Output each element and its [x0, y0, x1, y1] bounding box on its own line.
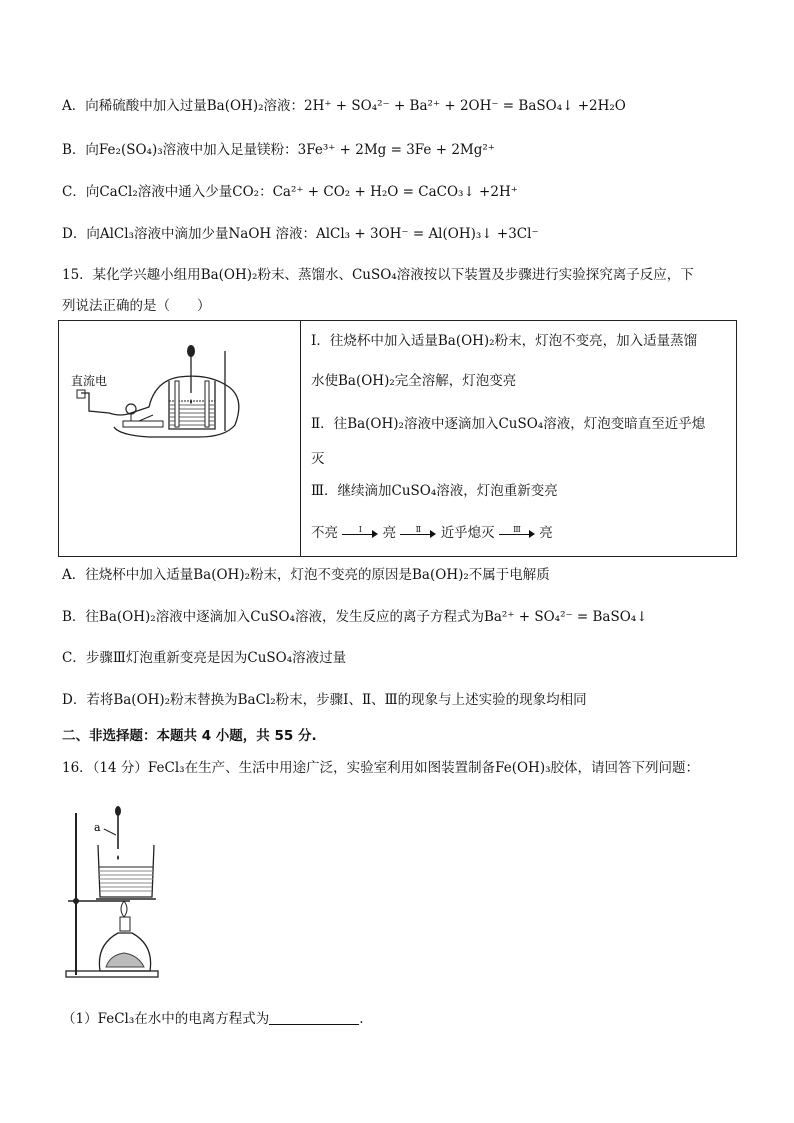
arrow-icon: Ⅰ [342, 528, 378, 540]
conductivity-apparatus-figure [59, 321, 300, 552]
step-2-line2: 灭 [311, 451, 325, 467]
q15-option-d: D．若将Ba(OH)₂粉末替换为BaCl₂粉末，步骤Ⅰ、Ⅱ、Ⅲ的现象与上述实验的现象均相同 [62, 692, 587, 708]
q14-c-equation: Ca²⁺ + CO₂ + H₂O = CaCO₃↓ +2H⁺ [272, 184, 518, 200]
arrow-icon: Ⅱ [400, 528, 436, 540]
q14-option-b: B．向Fe₂(SO₄)₃溶液中加入足量镁粉：3Fe³⁺ + 2Mg = 3Fe + 2Mg²⁺ [62, 142, 495, 158]
q14-d-equation: AlCl₃ + 3OH⁻ = Al(OH)₃↓ +3Cl⁻ [315, 226, 539, 242]
q15-b-equation: Ba²⁺ + SO₄²⁻ = BaSO₄↓ [483, 609, 648, 625]
brightness-flow: 不亮 Ⅰ 亮 Ⅱ 近乎熄灭 Ⅲ 亮 [311, 524, 553, 541]
answer-blank[interactable] [269, 1010, 359, 1025]
q14-option-c: C．向CaCl₂溶液中通入少量CO₂：Ca²⁺ + CO₂ + H₂O = CaCO₃↓ +2H⁺ [62, 184, 518, 200]
flame-icon [121, 901, 127, 917]
step-1-line1: Ⅰ．往烧杯中加入适量Ba(OH)₂粉末，灯泡不变亮，加入适量蒸馏 [311, 333, 698, 349]
arrow-icon: Ⅲ [499, 528, 535, 540]
q15-stem-line2: 列说法正确的是（ ） [62, 298, 211, 314]
q15-option-a: A．往烧杯中加入适量Ba(OH)₂粉末，灯泡不变亮的原因是Ba(OH)₂不属于电解质 [62, 567, 550, 583]
step-2-line1: Ⅱ．往Ba(OH)₂溶液中逐滴加入CuSO₄溶液，灯泡变暗直至近乎熄 [311, 416, 706, 432]
battery-terminal [77, 390, 85, 398]
label-a: a [94, 821, 101, 834]
colloid-apparatus-figure [60, 805, 170, 985]
q15-option-c: C．步骤Ⅲ灯泡重新变亮是因为CuSO₄溶液过量 [62, 650, 347, 666]
step-3: Ⅲ．继续滴加CuSO₄溶液，灯泡重新变亮 [311, 483, 558, 499]
q15-option-b: B．往Ba(OH)₂溶液中逐滴加入CuSO₄溶液，发生反应的离子方程式为Ba²⁺ + SO₄²⁻ = BaSO₄↓ [62, 609, 648, 625]
section-2-title: 二、非选择题：本题共 4 小题，共 55 分. [62, 728, 317, 744]
q14-a-equation: 2H⁺ + SO₄²⁻ + Ba²⁺ + 2OH⁻ = BaSO₄↓ +2H₂O [304, 98, 626, 114]
steps-cell [301, 321, 737, 557]
switch-base [123, 421, 163, 427]
q15-stem-line1: 15．某化学兴趣小组用Ba(OH)₂粉末、蒸馏水、CuSO₄溶液按以下装置及步骤进行实验探究离子反应，下 [62, 267, 694, 283]
stand-base [66, 971, 158, 977]
q14-b-equation: 3Fe³⁺ + 2Mg = 3Fe + 2Mg²⁺ [297, 142, 495, 158]
q14-option-a: A．向稀硫酸中加入过量Ba(OH)₂溶液：2H⁺ + SO₄²⁻ + Ba²⁺ + 2OH⁻ = BaSO₄↓ +2H₂O [62, 98, 626, 114]
dc-label: 直流电 [71, 374, 108, 388]
q14-option-d: D．向AlCl₃溶液中滴加少量NaOH 溶液：AlCl₃ + 3OH⁻ = Al(OH)₃↓ +3Cl⁻ [62, 226, 539, 242]
q15-experiment-table [58, 320, 737, 557]
q16-stem: 16．（14 分）FeCl₃在生产、生活中用途广泛，实验室利用如图装置制备Fe(OH)₃胶体，请回答下列问题： [62, 760, 699, 776]
step-1-line2: 水使Ba(OH)₂完全溶解，灯泡变亮 [311, 373, 517, 389]
q16-sub1: （1）FeCl₃在水中的电离方程式为 . [62, 1011, 364, 1027]
apparatus-cell [59, 321, 301, 557]
